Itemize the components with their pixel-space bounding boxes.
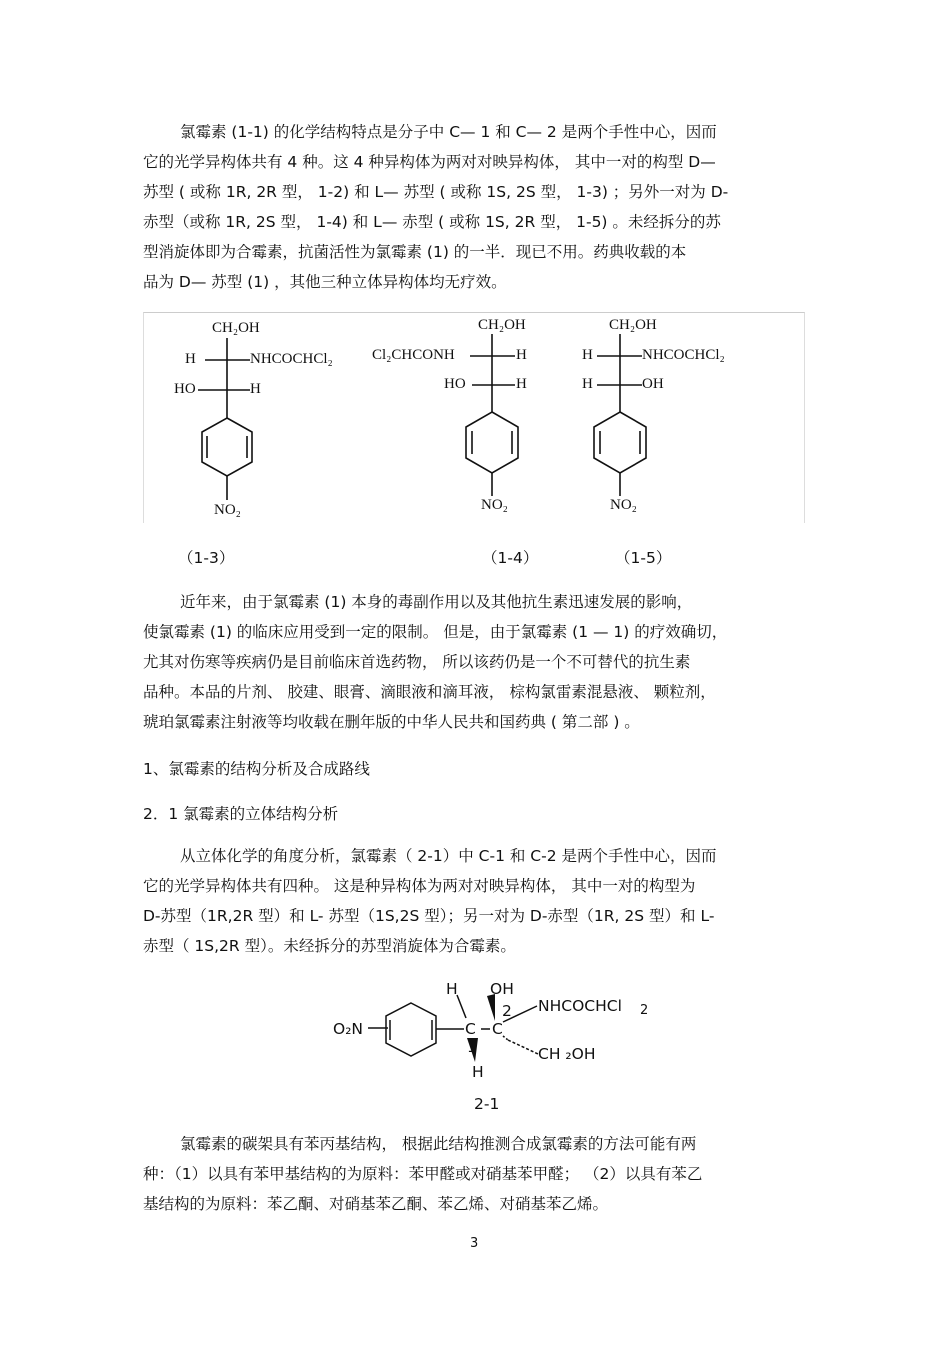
- group-cl2chconh: Cl₂CHCONH: [372, 347, 455, 363]
- caption-2-1: 2-1: [474, 1095, 500, 1113]
- group-ch2oh: CH₂OH: [212, 320, 260, 336]
- text-line: 型消旋体即为合霉素，抗菌活性为氯霉素 (1) 的一半．现已不用。药典收载的本: [143, 243, 687, 261]
- text-line: 近年来，由于氯霉素 (1) 本身的毒副作用以及其他抗生素迅速发展的影响，: [180, 593, 693, 611]
- atom-h: H: [516, 376, 527, 392]
- atom-h: H: [582, 347, 593, 363]
- atom-h: H: [516, 347, 527, 363]
- group-oh: OH: [490, 980, 514, 998]
- text-line: 苏型 ( 或称 1R, 2R 型， 1-2) 和 L— 苏型 ( 或称 1S, 2S 型， 1-3) ；另外一对为 D-: [143, 183, 729, 201]
- text-line: 它的光学异构体共有 4 种。这 4 种异构体为两对对映异构体， 其中一对的构型 D—: [143, 153, 716, 171]
- group-ch2oh: CH₂OH: [609, 317, 657, 333]
- subscript-2: 2: [640, 1003, 649, 1018]
- text-line: 氯霉素的碳架具有苯丙基结构， 根据此结构推测合成氯霉素的方法可能有两: [180, 1135, 697, 1153]
- section-heading: 1、氯霉素的结构分析及合成路线: [143, 760, 370, 778]
- carbon-1-label: 1: [467, 1038, 477, 1056]
- group-ho: HO: [174, 381, 196, 397]
- group-no2: NO₂: [214, 502, 241, 518]
- text-line: 尤其对伤寒等疾病仍是目前临床首选药物， 所以该药仍是一个不可替代的抗生素: [143, 653, 691, 671]
- carbon-2-label: 2: [502, 1002, 512, 1020]
- text-line: 品为 D— 苏型 (1) ，其他三种立体异构体均无疗效。: [143, 273, 507, 291]
- atom-h: H: [185, 351, 196, 367]
- group-ho: HO: [444, 376, 466, 392]
- group-nhcochcl2: NHCOCHCl₂: [642, 347, 725, 363]
- atom-h-bottom: H: [472, 1063, 484, 1081]
- carbon-2: C: [492, 1020, 503, 1038]
- group-no2: NO₂: [481, 497, 508, 513]
- group-nhcochcl: NHCOCHCl: [538, 997, 622, 1015]
- text-line: 品种。本品的片剂、 胶建、眼膏、滴眼液和滴耳液， 棕构氯雷素混悬液、 颗粒剂，: [143, 683, 716, 701]
- group-ch2oh: CH₂OH: [478, 317, 526, 333]
- text-line: 基结构的为原料：苯乙酮、对硝基苯乙酮、苯乙烯、对硝基苯乙烯。: [143, 1195, 609, 1213]
- text-line: 它的光学异构体共有四种。 这是种异构体为两对对映异构体， 其中一对的构型为: [143, 877, 696, 895]
- text-line: 琥珀氯霉素注射液等均收载在删年版的中华人民共和国药典 ( 第二部 ) 。: [143, 713, 640, 731]
- group-nhcochcl2: NHCOCHCl₂: [250, 351, 333, 367]
- subsection-heading: 2．1 氯霉素的立体结构分析: [143, 805, 339, 823]
- group-oh: OH: [642, 376, 664, 392]
- page-number: 3: [470, 1236, 479, 1251]
- caption-1-3: （1-3）: [178, 549, 235, 567]
- text-line: 赤型（或称 1R, 2S 型， 1-4) 和 L— 赤型 ( 或称 1S, 2R 型， 1-5) 。未经拆分的苏: [143, 213, 721, 231]
- atom-h-top: H: [446, 980, 458, 998]
- text-line: 从立体化学的角度分析，氯霉素（ 2-1）中 C-1 和 C-2 是两个手性中心，因而: [180, 847, 717, 865]
- text-line: 种：（1）以具有苯甲基结构的为原料：苯甲醛或对硝基苯甲醛； （2）以具有苯乙: [143, 1165, 703, 1183]
- group-ch2oh: CH ₂OH: [538, 1045, 596, 1063]
- caption-1-5: （1-5）: [615, 549, 672, 567]
- atom-h: H: [582, 376, 593, 392]
- text-line: D-苏型（1R,2R 型）和 L- 苏型（1S,2S 型）；另一对为 D-赤型（1R, 2S 型）和 L-: [143, 907, 715, 925]
- text-line: 氯霉素 (1-1) 的化学结构特点是分子中 C— 1 和 C— 2 是两个手性中心，因而: [180, 123, 717, 141]
- atom-h: H: [250, 381, 261, 397]
- group-o2n: O₂N: [333, 1020, 364, 1038]
- text-line: 使氯霉素 (1) 的临床应用受到一定的限制。 但是，由于氯霉素 (1 — 1) 的疗效确切，: [143, 623, 728, 641]
- text-line: 赤型（ 1S,2R 型）。未经拆分的苏型消旋体为合霉素。: [143, 937, 516, 955]
- carbon-1: C: [465, 1020, 476, 1038]
- group-no2: NO₂: [610, 497, 637, 513]
- caption-1-4: （1-4）: [482, 549, 539, 567]
